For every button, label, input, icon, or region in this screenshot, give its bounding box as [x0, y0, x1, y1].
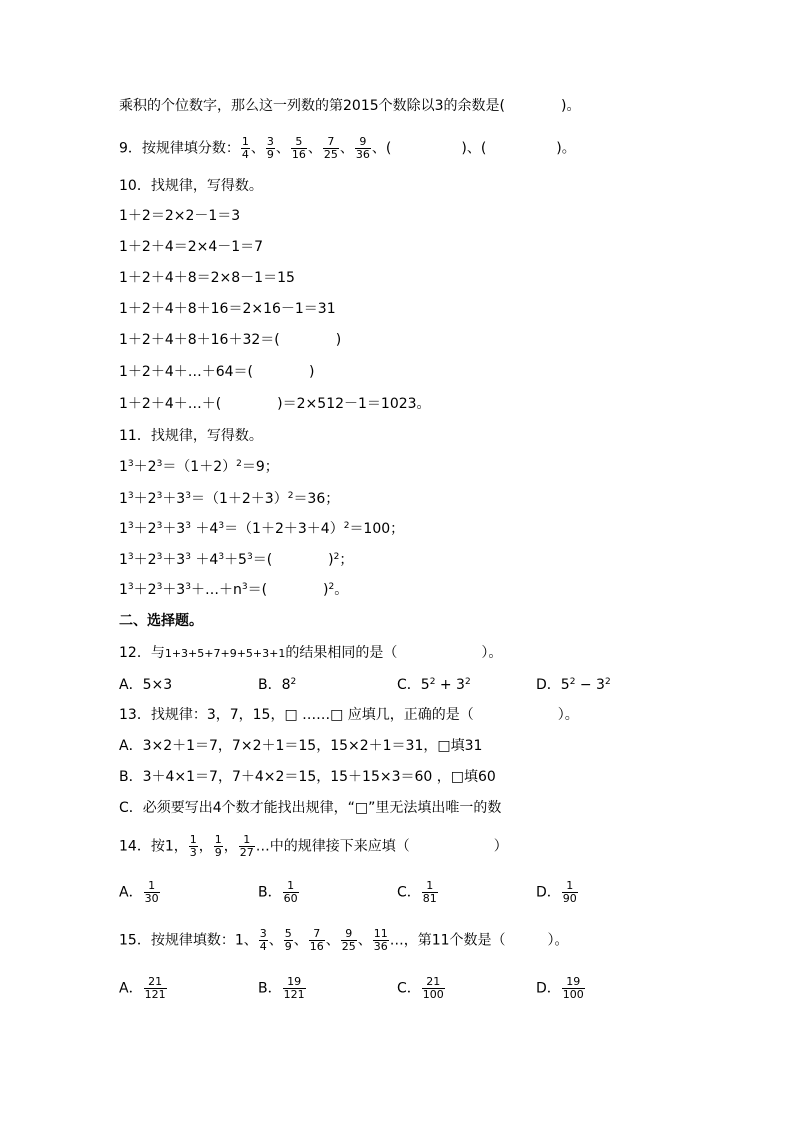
q15-option-b: B． $\frac{19}{121}$: [258, 975, 305, 1001]
question-15: 15．按规律填数：1、 $\frac{3}{4}$ 、 $\frac{5}{9}$ 、 $\frac{7}{16}$ 、 $\frac{9}{25}$ 、 $\frac{11}{36}$ …，第11个数是（ ）。: [119, 927, 569, 953]
q10-row: 1＋2＋4＋8＝2×8－1＝15: [119, 270, 295, 286]
q11-row: $1^3+2^3+3^3 +4^3=(1+2+3+4)^2=100$；: [119, 521, 405, 537]
q13-option-c: C．必须要写出4个数才能找出规律，“□”里无法填出唯一的数: [119, 800, 502, 816]
q10-row: 1＋2＝2×2－1＝3: [119, 208, 241, 224]
question-13: 13．找规律：3，7，15，□ ……□ 应填几，正确的是（ ）。: [119, 707, 579, 723]
q14-fraction: $\frac{1}{9}$: [214, 833, 222, 859]
q15-fraction: $\frac{9}{25}$: [341, 927, 356, 953]
q12-option-a: A．5×3: [119, 677, 173, 693]
line-remainder-question: 乘积的个位数字，那么这一列数的第2015个数除以3的余数是( )。: [119, 98, 581, 114]
q10-row: 1＋2＋4＝2×4－1＝7: [119, 239, 264, 255]
q10-row: 1＋2＋4＋…＋64＝( ): [119, 364, 315, 380]
q9-fraction: $\frac{1}{4}$: [241, 135, 249, 161]
q14-fraction: $\frac{1}{27}$: [239, 833, 254, 859]
section-heading: 二、选择题。: [119, 613, 203, 629]
q15-fraction: $\frac{3}{4}$: [259, 927, 267, 953]
q9-fraction: $\frac{5}{16}$: [291, 135, 306, 161]
q15-fraction: $\frac{7}{16}$: [309, 927, 324, 953]
q15-fraction: $\frac{11}{36}$: [373, 927, 388, 953]
q13-option-b: B．3＋4×1＝7，7＋4×2＝15，15＋15×3＝60 ，□填60: [119, 769, 496, 785]
q15-option-a: A． $\frac{21}{121}$: [119, 975, 166, 1001]
q10-row: 1＋2＋4＋8＋16＝2×16－1＝31: [119, 301, 336, 317]
q9-suffix: 、( )、( )。: [371, 140, 576, 157]
q13-option-a: A．3×2＋1＝7，7×2＋1＝15，15×2＋1＝31，□填31: [119, 738, 483, 754]
q12-option-c: C．$5^2 + 3^2$: [397, 677, 471, 693]
q10-row: 1＋2＋4＋8＋16＋32＝( ): [119, 332, 342, 348]
q9-fraction: $\frac{7}{25}$: [323, 135, 338, 161]
q11-row: $1^3+2^3+3^3+\dots+n^3=$( )$^2$。: [119, 582, 349, 598]
q15-option-c: C． $\frac{21}{100}$: [397, 975, 444, 1001]
question-12: 12．与1+3+5+7+9+5+3+1的结果相同的是（ ）。: [119, 645, 503, 661]
q9-prefix: 9．按规律填分数：: [119, 140, 240, 157]
q14-fraction: $\frac{1}{3}$: [189, 833, 197, 859]
q15-fraction: $\frac{5}{9}$: [284, 927, 292, 953]
q11-row: $1^3+2^3+3^3 +4^3+5^3=$( )$^2$；: [119, 552, 354, 568]
question-14: 14．按1， $\frac{1}{3}$ ， $\frac{1}{9}$ ， $\frac{1}{27}$ …中的规律接下来应填（ ）: [119, 833, 508, 859]
question-11-title: 11．找规律，写得数。: [119, 428, 263, 444]
q9-fraction: $\frac{3}{9}$: [266, 135, 274, 161]
q11-row: $1^3+2^3=(1+2)^2=9$；: [119, 459, 279, 475]
q14-option-d: D． $\frac{1}{90}$: [536, 879, 577, 905]
q12-option-d: D．$5^2 - 3^2$: [536, 677, 611, 693]
q12-expression: 1+3+5+7+9+5+3+1: [164, 647, 286, 660]
question-9: 9．按规律填分数： $\frac{1}{4}$ 、 $\frac{3}{9}$ 、 $\frac{5}{16}$ 、 $\frac{7}{25}$ 、 $\frac{9}{36}$ 、( )、( )。: [119, 135, 576, 161]
q14-option-a: A． $\frac{1}{30}$: [119, 879, 159, 905]
question-10-title: 10．找规律，写得数。: [119, 178, 263, 194]
q10-row: 1＋2＋4＋…＋( )＝2×512－1＝1023。: [119, 396, 431, 412]
q14-option-b: B． $\frac{1}{60}$: [258, 879, 298, 905]
q12-option-b: B．$8^2$: [258, 677, 297, 693]
q11-row: $1^3+2^3+3^3=(1+2+3)^2=36$；: [119, 491, 340, 507]
q9-fraction: $\frac{9}{36}$: [355, 135, 370, 161]
q14-option-c: C． $\frac{1}{81}$: [397, 879, 437, 905]
q15-option-d: D． $\frac{19}{100}$: [536, 975, 584, 1001]
